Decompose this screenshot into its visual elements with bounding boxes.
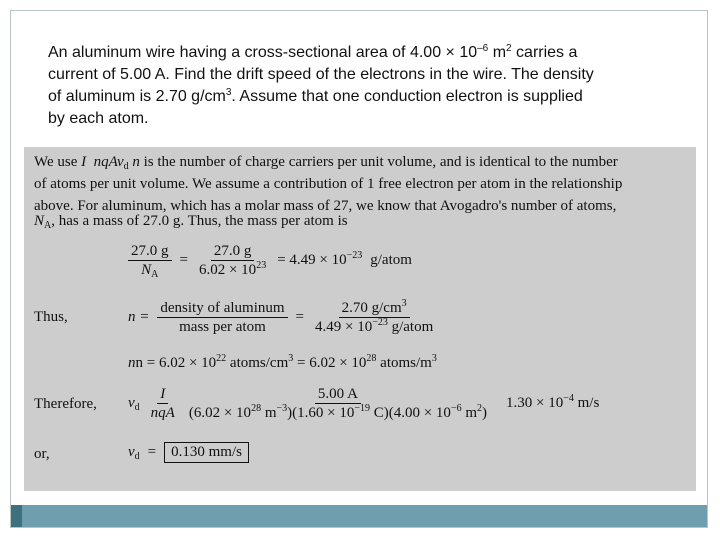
avogadro-line: $N_A$, has a mass of 27.0 g. Thus, the mass per atom is [34, 213, 348, 231]
final-answer-box: 0.130 mm/s [164, 442, 249, 463]
label-or: or, [34, 446, 50, 462]
equation-final-answer: $v_d$ = 0.130 mm/s [128, 442, 249, 463]
equation-mass-per-atom: $\frac{27.0 g}{N_A}$ = $\frac{27.0 g}{6.02 \times 10^{23}}$ = $4.49 \times 10^{-23}$ g/atom [128, 242, 412, 279]
equation-number-density: nn = $6.02 \times 10^{22}$ atoms/$cm^3 = 6.02 \times 10^{28}$ atoms/$m^3$ [128, 353, 437, 371]
problem-statement [48, 42, 688, 130]
problem-line-3: of aluminum is 2.70 $g/cm^3$. Assume that one conduction electron is supplied [48, 87, 583, 105]
label-thus: Thus, [34, 309, 68, 325]
problem-line-4: by each atom. [48, 110, 149, 127]
label-therefore: Therefore, [34, 396, 97, 412]
equation-drift-speed: $v_d$ $\frac{I}{\text{nqA}}$ $\frac{5.00 A}{(6.02 \times 10^{28} m^{-3})(1.60 \times 10^{-19} C)(4.00 \times 10^{-6} m^2)}$ $1.30 \times 10^{-4}$ m/s [128, 386, 600, 421]
footer-accent [11, 505, 22, 527]
problem-line-1: An aluminum wire having a cross-sectional area of $4.00 \times 10^{-6}$ $m^2$ carries a [48, 43, 578, 61]
equation-density: n = $\frac{\text{density of aluminum}}{\text{mass per atom}}$ = $\frac{2.70 g/cm^3}{4.49 \times 10^{-23} g/atom}$ [128, 298, 434, 335]
footer-bar [11, 505, 707, 527]
problem-line-2: current of 5.00 A. Find the drift speed of the electrons in the wire. The density [48, 66, 594, 83]
solution-panel [24, 147, 696, 491]
solution-intro: We use I nqAv$_d$ n is the number of charge carriers per unit volume, and is identical to the number of atoms per unit volume. We assume a contribution of 1 free electron per atom in the relationship above. For aluminum, which has a molar mass of 27, we know that Avogadro's number of atoms, [34, 154, 623, 214]
